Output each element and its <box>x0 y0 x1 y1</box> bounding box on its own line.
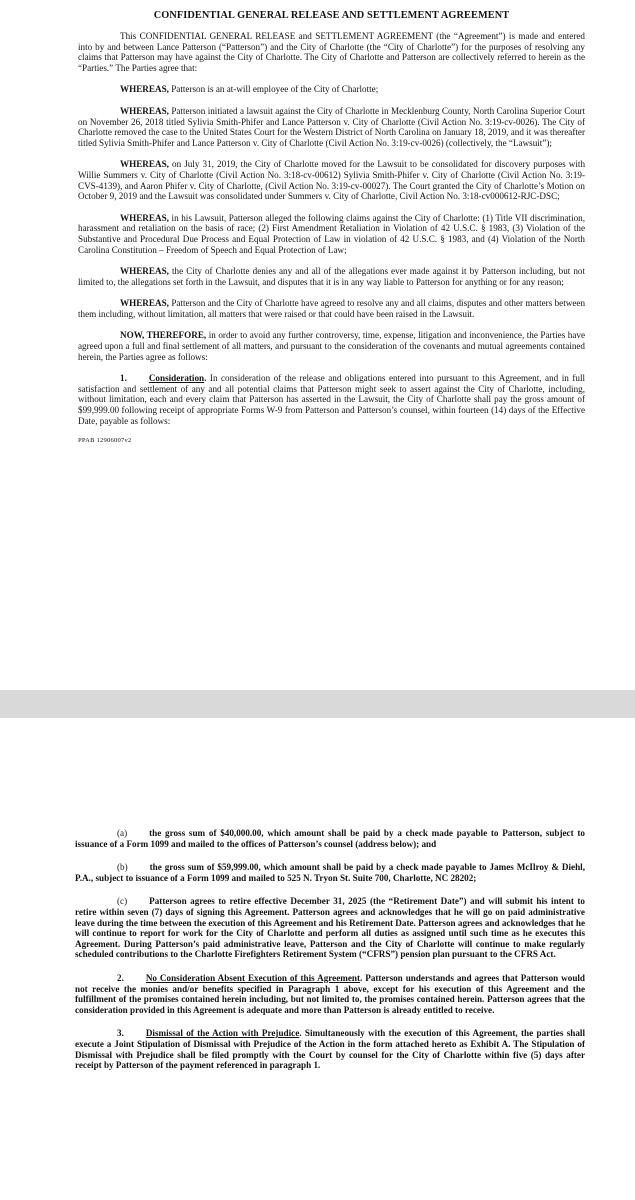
whereas-text-2: Patterson initiated a lawsuit against the City of Charlotte in Mecklenburg County, North Carolina Superior Court on November 26, 2018 titled Sylivia Smith-Phifer and Lance Patterson v. City of Charlotte (Civil Action No. 3:19-cv-0026). The City of Charlotte removed the case to the United States Court for the Western District of North Carolina on January 18, 2019, and it was thereafter titled Sylivia Smith-Phifer and Lance Patterson v. City of Charlotte (Civil Action No. 3:19-cv-0026) (collectively, the “Lawsuit”); <box>78 105 585 148</box>
clause-c-label: (c) <box>117 896 128 907</box>
section-2-number: 2. <box>117 972 124 983</box>
clause-a-label: (a) <box>117 828 128 838</box>
section-2-text: Patterson understands and agrees that Patterson would not receive the monies and/or benefits specified in Paragraph 1 above, except for his execution of this Agreement and the fulfillment of the promises contained herein including, but not limited to, the promises contained herein. Patterson agrees that the consideration provided in this Agreement is adequate and more than Patterson is already entitled to receive. <box>75 972 586 1015</box>
whereas-text-4: in his Lawsuit, Patterson alleged the following claims against the City of Charlotte: (1) Title VII discrimination, harassment and retaliation on the basis of race; (2) First Amendment Retaliation in Violation of 42 U.S.C. § 1983, (3) Violation of the Substantive and Procedural Due Process and Equal Protection of Law in violation of 42 U.S.C. § 1983, and (4) Violation of the North Carolina Constitution – Freedom of Speech and Equal Protection of Law; <box>78 212 586 255</box>
clause-b-label: (b) <box>117 862 128 873</box>
section-2-paragraph: 2. No Consideration Absent Execution of this Agreement. Patterson understands and agrees that Patterson would not receive the monies and/or benefits specified in Paragraph 1 above, except for his execution of this Agreement and the fulfillment of the promises contained herein including, but not limited to, the promises contained herein. Patterson agrees that the consideration provided in this Agreement is adequate and more than Patterson is already entitled to receive. <box>75 972 586 1015</box>
whereas-label: WHEREAS, <box>120 105 169 116</box>
section-2-heading: No Consideration Absent Execution of this Agreement <box>145 972 361 983</box>
document-page-2 <box>0 718 635 1200</box>
section-3-paragraph: 3. Dismissal of the Action with Prejudice. Simultaneously with the execution of this Agreement, the parties shall execute a Joint Stipulation of Dismissal with Prejudice of the Action in the form attached hereto as Exhibit A. The Stipulation of Dismissal with Prejudice shall be filed promptly with the Court by counsel for the City of Charlotte within five (5) days after receipt by Patterson of the payment referenced in paragraph 1. <box>75 1028 585 1071</box>
now-therefore-label: NOW, THEREFORE, <box>120 330 207 341</box>
section-3-text: Simultaneously with the execution of this Agreement, the parties shall execute a Joint Stipulation of Dismissal with Prejudice of the Action in the form attached hereto as Exhibit A. The Stipulation of Dismissal with Prejudice shall be filed promptly with the Court by counsel for the City of Charlotte within five (5) days after receipt by Patterson of the payment referenced in paragraph 1. <box>75 1028 585 1071</box>
whereas-paragraph-6 <box>78 298 585 319</box>
section-1-number: 1. <box>120 373 127 384</box>
section-1-text: In consideration of the release and obligations entered into pursuant to this Agreement, and in full satisfaction and settlement of any and all potential claims that Patterson might seek to assert against the City of Charlotte, including, without limitation, each and every claim that Patterson has asserted in the Lawsuit, the City of Charlotte shall pay the gross amount of $99,999.00 following receipt of appropriate Forms W-9 from Patterson and Patterson’s counsel, within fourteen (14) days of the Effective Date, payable as follows: <box>78 373 586 426</box>
whereas-label: WHEREAS, <box>120 84 169 95</box>
section-1-heading: Consideration <box>148 373 205 384</box>
clause-c-paragraph <box>75 896 585 960</box>
now-therefore-paragraph <box>78 330 585 362</box>
whereas-paragraph-5 <box>78 266 585 287</box>
clause-a-paragraph <box>75 828 585 849</box>
section-3-number: 3. <box>117 1028 124 1039</box>
whereas-label: WHEREAS, <box>120 298 169 309</box>
intro-paragraph: This CONFIDENTIAL GENERAL RELEASE and SETTLEMENT AGREEMENT (the “Agreement”) is made and entered into by and between Lance Patterson (“Patterson”) and the City of Charlotte (the “City of Charlotte”) for the purposes of resolving any claims that Patterson may have against the City of Charlotte. The City of Charlotte and Patterson are collectively referred to herein as the “Parties.” The Parties agree that: <box>78 31 585 73</box>
clause-b-paragraph <box>75 862 585 883</box>
section-3-heading: Dismissal of the Action with Prejudice <box>145 1028 300 1039</box>
whereas-text-3: on July 31, 2019, the City of Charlotte moved for the Lawsuit to be consolidated for discovery purposes with Willie Summers v. City of Charlotte (Civil Action No. 3:18-cv-00612) Sylivia Smith-Phifer v. City of Charlotte (Civil Action No. 3:19-CVS-4139), and Aaron Phifer v. City of Charlotte, (Civil Action No. 3:19-cv-00027). The Court granted the City of Charlotte’s Motion on October 9, 2019 and the Lawsuit was consolidated under Summers v. City of Charlotte, Civil Action No. 3:18-cv000612-RJC-DSC; <box>78 159 586 202</box>
whereas-text-1: Patterson is an at-will employee of the City of Charlotte; <box>171 84 379 95</box>
whereas-label: WHEREAS, <box>120 212 169 223</box>
whereas-paragraph-2 <box>78 106 585 148</box>
clause-c-text: Patterson agrees to retire effective December 31, 2025 (the “Retirement Date”) and will submit his intent to retire within seven (7) days of signing this Agreement. Patterson agrees and acknowledges that he will go on paid administrative leave during the time between the execution of this Agreement and his Retirement Date. Patterson agrees and acknowledges that he will continue to report for work for the City of Charlotte and perform all duties as assigned until such time as he executes this Agreement. During Patterson’s paid administrative leave, Patterson and the City of Charlotte will continue to make regularly scheduled contributions to the Charlotte Firefighters Retirement System (“CFRS”) pension plan pursuant to the CFRS Act. <box>75 896 585 960</box>
document-title: CONFIDENTIAL GENERAL RELEASE AND SETTLEMENT AGREEMENT <box>153 10 510 21</box>
clause-b-text: the gross sum of $59,999.00, which amount shall be paid by a check made payable to James McIlroy & Diehl, P.A., subject to issuance of a Form 1099 and mailed to 525 N. Tryon St. Suite 700, Charlotte, NC 28202; <box>75 862 585 883</box>
whereas-paragraph-1 <box>78 84 585 95</box>
whereas-label: WHEREAS, <box>120 266 169 277</box>
whereas-paragraph-3 <box>78 159 585 201</box>
section-1-paragraph: 1. Consideration. In consideration of the release and obligations entered into pursuant to this Agreement, and in full satisfaction and settlement of any and all potential claims that Patterson might seek to assert against the City of Charlotte, including, without limitation, each and every claim that Patterson has asserted in the Lawsuit, the City of Charlotte shall pay the gross amount of $99,999.00 following receipt of appropriate Forms W-9 from Patterson and Patterson’s counsel, within fourteen (14) days of the Effective Date, payable as follows: <box>78 373 586 426</box>
whereas-text-5: the City of Charlotte denies any and all of the allegations ever made against it by Patterson including, but not limited to, the allegations set forth in the Lawsuit, and disputes that it is in any way liable to Patterson for anything or for any reason; <box>78 266 585 287</box>
whereas-label: WHEREAS, <box>120 159 169 170</box>
document-footer-code: PPAB 12906007v2 <box>78 437 132 445</box>
whereas-paragraph-4 <box>78 213 585 255</box>
whereas-text-6: Patterson and the City of Charlotte have agreed to resolve any and all claims, disputes and other matters between them including, without limitation, all matters that were raised or that could have been raised in the Lawsuit. <box>78 298 586 319</box>
now-therefore-text: in order to avoid any further controversy, time, expense, litigation and inconvenience, the Parties have agreed upon a full and final settlement of all matters, and pursuant to the consideration of the covenants and mutual agreements contained herein, the Parties agree as follows: <box>78 330 585 362</box>
clause-a-text: the gross sum of $40,000.00, which amount shall be paid by a check made payable to Patterson, subject to issuance of a Form 1099 and mailed to the offices of Patterson’s counsel (address below); and <box>75 828 585 849</box>
